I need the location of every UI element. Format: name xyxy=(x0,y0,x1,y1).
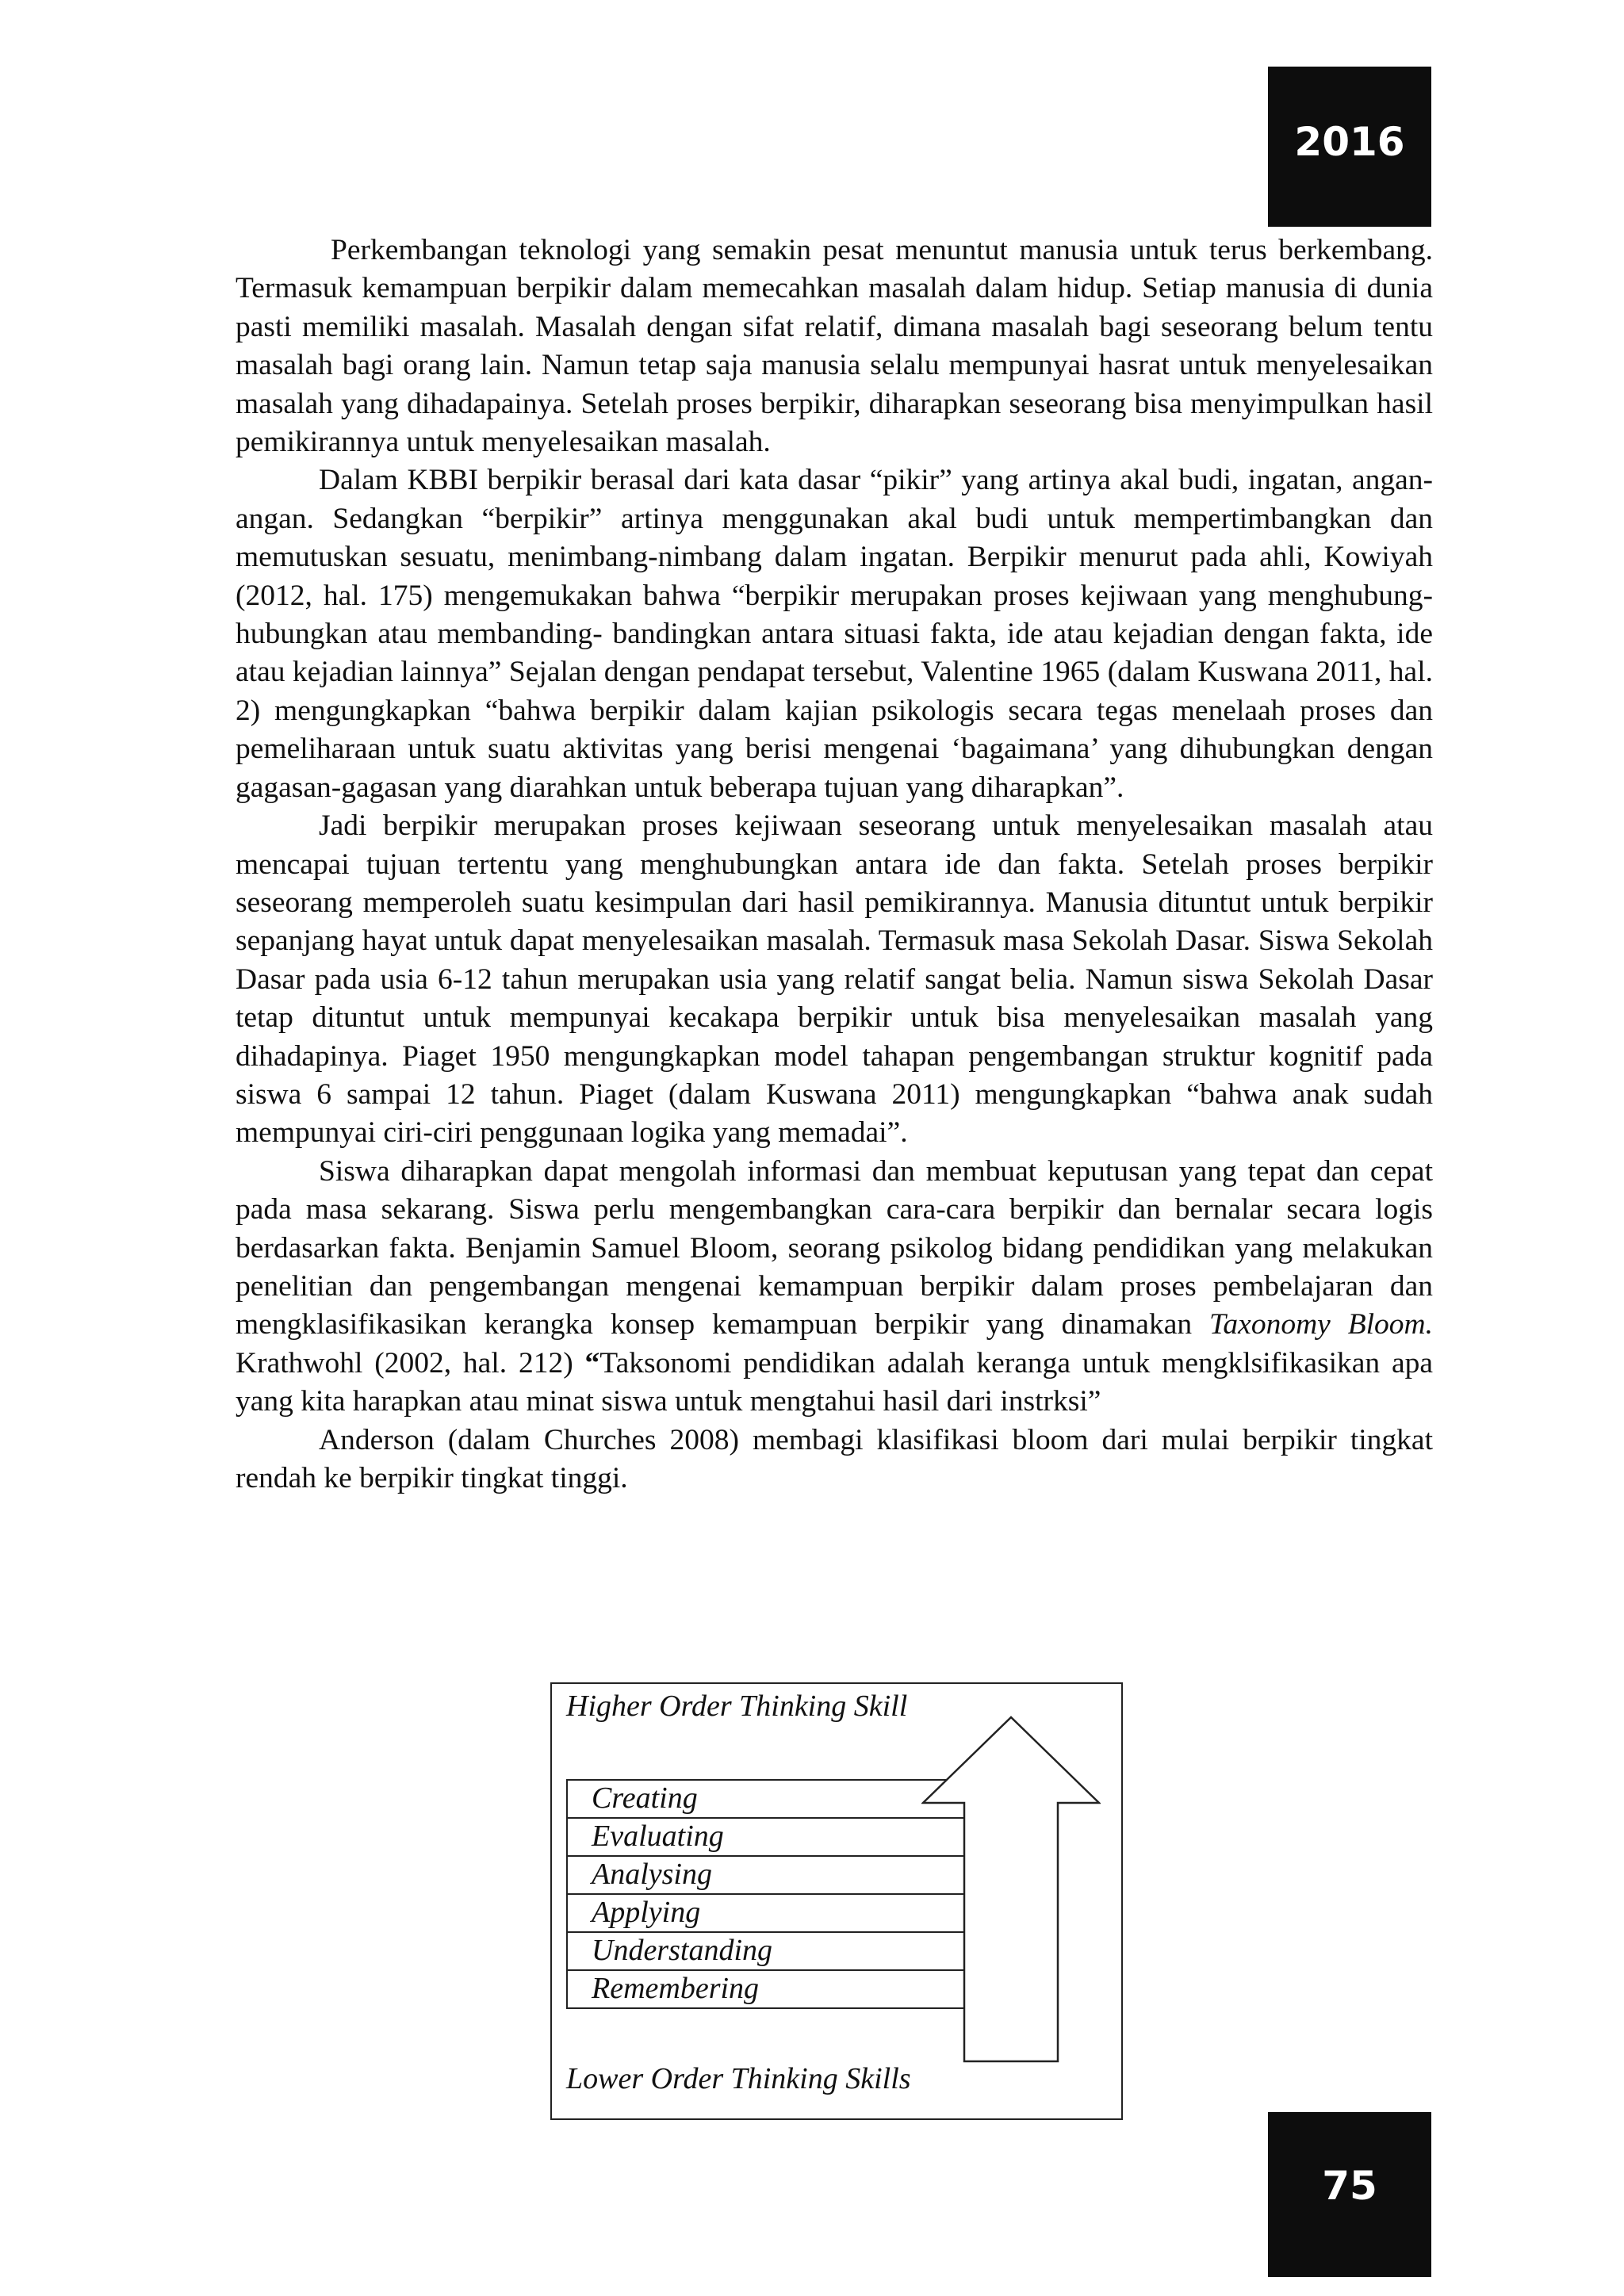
year-badge xyxy=(1268,67,1431,227)
level-evaluating: Evaluating xyxy=(566,1819,966,1857)
level-understanding: Understanding xyxy=(566,1933,966,1971)
paragraph-4 xyxy=(236,1153,1433,1422)
taxonomy-levels xyxy=(566,1779,966,2009)
paragraph-3: Jadi berpikir merupakan proses kejiwaan seseorang untuk menyelesaikan masalah atau mencapai tujuan tertentu yang menghubungkan antara ide dan fakta. Setelah proses berpikir seseorang memperoleh suatu kesimpulan dari hasil pemikirannya. Manusia dituntut untuk berpikir sepanjang hayat untuk dapat menyelesaikan masalah. Termasuk masa Sekolah Dasar. Siswa Sekolah Dasar pada usia 6-12 tahun merupakan usia yang relatif sangat belia. Namun siswa Sekolah Dasar tetap dituntut untuk mempunyai kecakapa berpikir untuk bisa menyelesaikan masalah yang dihadapinya. Piaget 1950 mengungkapkan model tahapan pengembangan struktur kognitif pada siswa 6 sampai 12 tahun. Piaget (dalam Kuswana 2011) mengungkapkan “bahwa anak sudah mempunyai ciri-ciri penggunaan logika yang memadai”. xyxy=(236,809,1433,1150)
up-arrow-icon xyxy=(921,1716,1101,2064)
lower-order-label: Lower Order Thinking Skills xyxy=(566,2062,911,2095)
paragraph-4-quote-mark: “ xyxy=(584,1346,600,1380)
taxonomy-bloom-term: Taxonomy Bloom. xyxy=(1209,1308,1433,1341)
level-analysing: Analysing xyxy=(566,1857,966,1895)
paragraph-4-end: Taksonomi pendidikan adalah keranga untuk mengklsifikasikan apa yang kita harapkan atau minat siswa untuk mengtahui hasil dari instrksi” xyxy=(236,1346,1434,1418)
higher-order-label: Higher Order Thinking Skill xyxy=(566,1689,908,1723)
paragraph-5: Anderson (dalam Churches 2008) membagi klasifikasi bloom dari mulai berpikir tingkat rendah ke berpikir tingkat tinggi. xyxy=(236,1423,1433,1494)
paragraph-2: Dalam KBBI berpikir berasal dari kata dasar “pikir” yang artinya akal budi, ingatan, angan-angan. Sedangkan “berpikir” artinya menggunakan akal budi untuk mempertimbangkan dan memutuskan sesuatu, menimbang-nimbang dalam ingatan. Berpikir menurut pada ahli, Kowiyah (2012, hal. 175) mengemukakan bahwa “berpikir merupakan proses kejiwaan yang menghubung-hubungkan atau membanding- bandingkan antara situasi fakta, ide atau kejadian dengan fakta, ide atau kejadian lainnya” Sejalan dengan pendapat tersebut, Valentine 1965 (dalam Kuswana 2011, hal. 2) mengungkapkan “bahwa berpikir dalam kajian psikologis secara tegas menelaah proses dan pemeliharaan untuk suatu aktivitas yang berisi mengenai ‘bagaimana’ yang dihubungkan dengan gagasan-gagasan yang diarahkan untuk beberapa tujuan yang diharapkan”. xyxy=(236,464,1433,804)
paragraph-4-start: Siswa diharapkan dapat mengolah informasi dan membuat keputusan yang tepat dan cepat pada masa sekarang. Siswa perlu mengembangkan cara-cara berpikir dan bernalar secara logis berdasarkan fakta. Benjamin Samuel Bloom, seorang psikolog bidang pendidikan yang melakukan penelitian dan pengembangan mengenai kemampuan berpikir dalam proses pembelajaran dan mengklasifikasikan kerangka konsep kemampuan berpikir yang dinamakan xyxy=(236,1154,1433,1341)
level-remembering: Remembering xyxy=(566,1971,966,2009)
body-text xyxy=(236,232,1433,1498)
page-number: 75 xyxy=(1322,2163,1377,2209)
paragraph-4-middle: Krathwohl (2002, hal. 212) xyxy=(236,1346,585,1380)
paragraph-1: Perkembangan teknologi yang semakin pesat menuntut manusia untuk terus berkembang. Termasuk kemampuan berpikir dalam memecahkan masalah dalam hidup. Setiap manusia di dunia pasti memiliki masalah. Masalah dengan sifat relatif, dimana masalah bagi seseorang belum tentu masalah bagi orang lain. Namun tetap saja manusia selalu mempunyai hasrat untuk menyelesaikan masalah yang dihadapainya. Setelah proses berpikir, diharapkan seseorang bisa menyimpulkan hasil pemikirannya untuk menyelesaikan masalah. xyxy=(236,234,1433,459)
page-number-badge xyxy=(1268,2112,1431,2277)
level-applying: Applying xyxy=(566,1895,966,1933)
level-creating: Creating xyxy=(566,1779,966,1819)
year-text: 2016 xyxy=(1294,119,1405,165)
bloom-taxonomy-diagram xyxy=(550,1682,1123,2120)
